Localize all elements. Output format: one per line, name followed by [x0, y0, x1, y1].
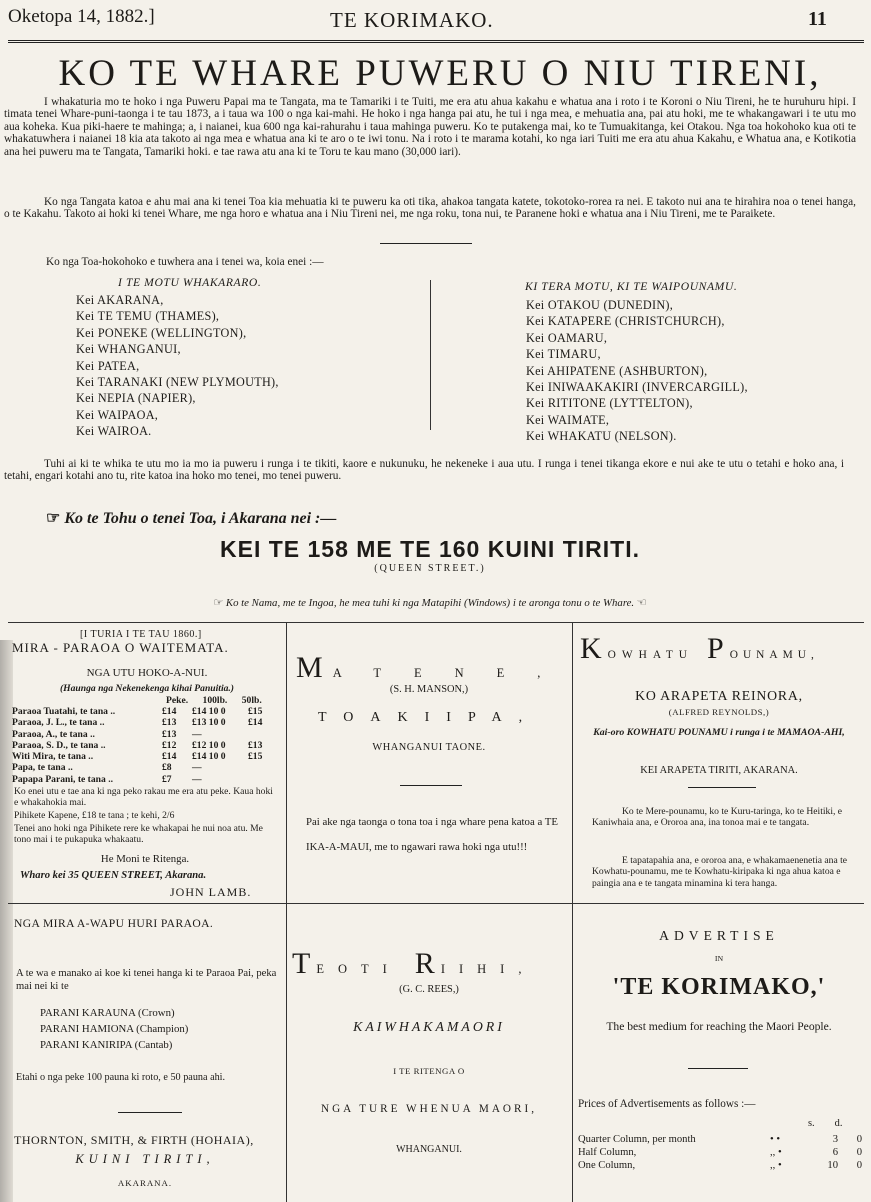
mill-paragraph-1: Ko enei utu e tae ana ki nga peko rakau me era atu peke. Kaua hoki e whakahokia mai.	[14, 786, 273, 809]
thornton-street: KUINI TIRITI,	[75, 1152, 215, 1166]
pointing-hand-icon: ☜	[634, 597, 647, 609]
ad-separator	[572, 903, 864, 904]
divider	[118, 1112, 182, 1113]
list-item: Kei RITITONE (LYTTELTON),	[526, 396, 693, 411]
store-sign-line: ☞ Ko te Tohu o tenei Toa, i Akarana nei :—	[46, 510, 337, 527]
rees-laws: NGA TURE WHENUA MAORI,	[321, 1103, 537, 1115]
reynolds-trade: Kai-oro KOWHATU POUNAMU i runga i te MAMAOA-AHI,	[593, 727, 845, 738]
list-item: PARANI HAMIONA (Champion)	[40, 1023, 189, 1035]
list-item: PARANI KANIRIPA (Cantab)	[40, 1039, 173, 1051]
prices-heading: Prices of Advertisements as follows :—	[578, 1098, 756, 1110]
reynolds-paragraph-2: E tapatapahia ana, e ororoa ana, e whakamaenenetia ana te Kowhatu-pounamu, me te Kowhatu-kiripaka ki nga ahua katoa e paingia ana e te tangata minamina ki tera hanga.	[592, 855, 848, 889]
page-number: 11	[808, 8, 827, 30]
matene-town: WHANGANUI TAONE.	[372, 742, 486, 753]
list-item: Kei WAIMATE,	[526, 412, 610, 427]
table-row: Papapa Parani, te tana .. £7 —	[12, 773, 202, 785]
list-item: Kei TARANAKI (NEW PLYMOUTH),	[76, 375, 279, 390]
list-item: Kei TIMARU,	[526, 347, 601, 362]
list-item: Kei KATAPERE (CHRISTCHURCH),	[526, 314, 725, 329]
ad-separator	[8, 903, 286, 904]
newspaper-title: TE KORIMAKO.	[330, 8, 494, 32]
column-divider-1	[286, 622, 287, 1202]
list-item: Kei NEPIA (NAPIER),	[76, 391, 196, 406]
mill-note: (Haunga nga Nekenekenga kihai Panuitia.)	[59, 683, 235, 694]
divider	[380, 243, 472, 244]
reynolds-address: KEI ARAPETA TIRITI, AKARANA.	[640, 765, 798, 776]
divider	[688, 787, 756, 788]
intro-paragraph-2: Ko nga Tangata katoa e ahu mai ana ki tenei Toa kia mehuatia ki te puweru ka oti tika, ahakoa tangata katete, tokotoko-rorea ra nei. E takoto nui ana te hirahira noa o tenei hanga, o te Kakahu. Takoto ai hoki ki tenei Whare, me nga horo e whatua ana i Niu Tireni nei, me nga roku, tona nui, te Paranene hoki e whatua ana i Niu Tireni, me te Paraikete.	[4, 196, 856, 221]
advertise-medium: The best medium for reaching the Maori People.	[606, 1020, 832, 1033]
advertisement-banner: KO TE WHARE PUWERU O NIU TIRENI,	[58, 53, 822, 94]
shop-list-divider	[430, 280, 431, 430]
matene-role: TOAKIIPA,	[318, 710, 540, 725]
list-item: PARANI KARAUNA (Crown)	[40, 1007, 175, 1019]
list-item: Kei WHAKATU (NELSON).	[526, 429, 677, 444]
pointing-hand-icon: ☞	[46, 510, 65, 527]
mill-title: MIRA - PARAOA O WAITEMATA.	[12, 640, 229, 655]
thornton-title: THORNTON, SMITH, & FIRTH (HOHAIA),	[14, 1133, 254, 1147]
divider	[400, 785, 462, 786]
advertise-in: IN	[714, 954, 724, 963]
south-island-heading: KI TERA MOTU, KI TE WAIPOUNAMU.	[525, 280, 738, 293]
table-row: One Column, ,, • 10 0	[578, 1160, 862, 1171]
rees-town: WHANGANUI.	[396, 1144, 462, 1155]
list-item: Kei OAMARU,	[526, 330, 608, 345]
mill-owner: JOHN LAMB.	[170, 885, 252, 899]
mill-paragraph-2: Pihikete Kapene, £18 te tana ; te kehi, 2/6	[14, 810, 175, 821]
pounamu-title: KOWHATU P OUNAMU,	[580, 632, 819, 665]
table-row: Paraoa, A., te tana .. £13 —	[12, 728, 202, 740]
rees-name: TEOTI R IIHI,	[292, 947, 536, 980]
store-street: (QUEEN STREET.)	[374, 563, 486, 574]
table-row: Paraoa Tuatahi, te tana .. £14 £14 10 0 £15	[12, 706, 263, 717]
list-item: Kei WHANGANUI,	[76, 342, 181, 357]
list-item: Kei TE TEMU (THAMES),	[76, 309, 220, 324]
table-row: Paraoa, S. D., te tana .. £12 £12 10 0 £13	[12, 739, 263, 751]
matene-english: (S. H. MANSON,)	[389, 684, 469, 695]
flour-mills-title: NGA MIRA A-WAPU HURI PARAOA.	[14, 917, 214, 930]
north-shop-list	[76, 292, 279, 440]
price-table-headers: Peke. 100lb. 50lb.	[166, 695, 262, 706]
issue-date: Oketopa 14, 1882.]	[8, 6, 155, 27]
flour-brand-list	[40, 1005, 188, 1053]
mill-established: [I TURIA I TE TAU 1860.]	[80, 629, 202, 640]
table-row: Papa, te tana .. £8 —	[12, 762, 202, 774]
price-note: Tuhi ai ki te whika te utu mo ia mo ia puweru i runga i te tikiti, kaore e nukunuku, he nekeneke i aua utu. I runga i tenei tikanga ekore e nui ake te utu o tetahi e hoko ana, i tetahi, engari kotahi ano tu, rite katoa ina hoko mo tenei, mo tenei puweru.	[4, 458, 844, 483]
list-item: Kei AHIPATENE (ASHBURTON),	[526, 363, 708, 378]
intro-paragraph-1: I whakaturia mo te hoko i nga Puweru Papai ma te Tangata, ma te Tamariki i te Tuiti, me era atu ahua kakahu e whatua ana i roto i te Koroni o Niu Tireni, he te huruhuru hipi. I timata tenei Whare-puni-taonga i te tau 1873, a i taua wa 100 o nga kai-mahi. He hoko i nga hanga pai atu, he tui i nga mea, e mehuatia ana, pai atu hoki, me te whakangawari i te utu mo aua koheka. Kua piki-haere te mahinga; a, i naianei, kua 600 nga kai-rahurahu i taua mahinga puweru. Ko te putakenga mai, ko te Tumuakitanga, kei Otakou. Nga toa hokohoko kua oti te whakatuwhera i naianei 18 kia ata takoto ai nga mea e whatua ana ki te aro o te iwi tonu. Na i roto i te marama kotahi, ko nga iari Tuiti me era atu ahua Kakahu, e Whatua ana, e Kotikotia ana hei puweru ma te Tangata, Tamariki hoki. e tae rawa atu ana ki te Toru te kau mano (30,000 iari).	[4, 96, 856, 158]
list-item: Kei AKARANA,	[76, 293, 164, 307]
table-row: Half Column, ,, • 6 0	[578, 1147, 862, 1158]
flour-mills-footnote: Etahi o nga peke 100 pauna ki roto, e 50 pauna ahi.	[16, 1072, 226, 1083]
reynolds-paragraph-1: Ko te Mere-pounamu, ko te Kuru-taringa, ko te Heitiki, e Kaniwhaia ana, e Ororoa ana, ina tonoa mai e te tangata.	[592, 806, 843, 829]
rees-role: KAIWHAKAMAORI	[353, 1019, 505, 1034]
pointing-hand-icon: ☞	[213, 597, 226, 609]
mill-paragraph-3: Tenei ano hoki nga Pihikete rere ke whakapai he nui noa atu. Me tono mai i te pukapuka whakaatu.	[14, 823, 263, 846]
reynolds-english: (ALFRED REYNOLDS,)	[668, 707, 770, 717]
mill-payment: He Moni te Ritenga.	[100, 853, 190, 865]
table-row: Paraoa, J. L., te tana .. £13 £13 10 0 £14	[12, 717, 263, 729]
price-table	[12, 706, 284, 785]
mill-address: Wharo kei 35 QUEEN STREET, Akarana.	[20, 870, 207, 881]
list-item: Kei INIWAAKAKIRI (INVERCARGILL),	[526, 380, 748, 395]
south-shop-list	[526, 297, 748, 445]
column-divider-2	[572, 622, 573, 1202]
matene-name: MATENE,	[296, 651, 574, 684]
north-island-heading: I TE MOTU WHAKARARO.	[118, 276, 262, 289]
ad-separator	[286, 903, 572, 904]
store-address: KEI TE 158 ME TE 160 KUINI TIRITI.	[220, 536, 640, 562]
price-units: s. d.	[808, 1118, 843, 1129]
matene-body: Pai ake nga taonga o tona toa i nga whare pena katoa a TE IKA-A-MAUI, me to ngawari rawa hoki nga utu!!!	[306, 816, 558, 853]
rees-line: I TE RITENGA O	[393, 1066, 465, 1076]
table-row: Witi Mira, te tana .. £14 £14 10 0 £15	[12, 751, 263, 763]
mill-subtitle: NGA UTU HOKO-A-NUI.	[86, 667, 208, 679]
list-item: Kei WAIPAOA,	[76, 407, 159, 422]
list-item: Kei PATEA,	[76, 358, 140, 373]
table-row: Quarter Column, per month • • 3 0	[578, 1134, 862, 1145]
window-note: ☞ Ko te Nama, me te Ingoa, he mea tuhi ki nga Matapihi (Windows) i te aronga tonu o te Whare. ☜	[213, 597, 647, 609]
list-item: Kei WAIROA.	[76, 424, 152, 439]
list-item: Kei OTAKOU (DUNEDIN),	[526, 298, 674, 312]
advertise-paper-name: 'TE KORIMAKO,'	[612, 974, 826, 1000]
advertise-heading: ADVERTISE	[659, 928, 779, 943]
reynolds-name: KO ARAPETA REINORA,	[635, 688, 803, 703]
shops-intro: Ko nga Toa-hokohoko e tuwhera ana i tenei wa, koia enei :—	[46, 256, 324, 268]
flour-mills-body: A te wa e manako ai koe ki tenei hanga ki te Paraoa Pai, peka mai nei ki te	[16, 968, 277, 992]
header-rule	[8, 40, 864, 43]
columns-top-rule	[8, 622, 864, 623]
advertising-price-table	[576, 1133, 864, 1172]
thornton-place: AKARANA.	[117, 1178, 173, 1188]
rees-english: (G. C. REES,)	[399, 984, 459, 995]
divider	[688, 1068, 748, 1069]
list-item: Kei PONEKE (WELLINGTON),	[76, 325, 247, 340]
